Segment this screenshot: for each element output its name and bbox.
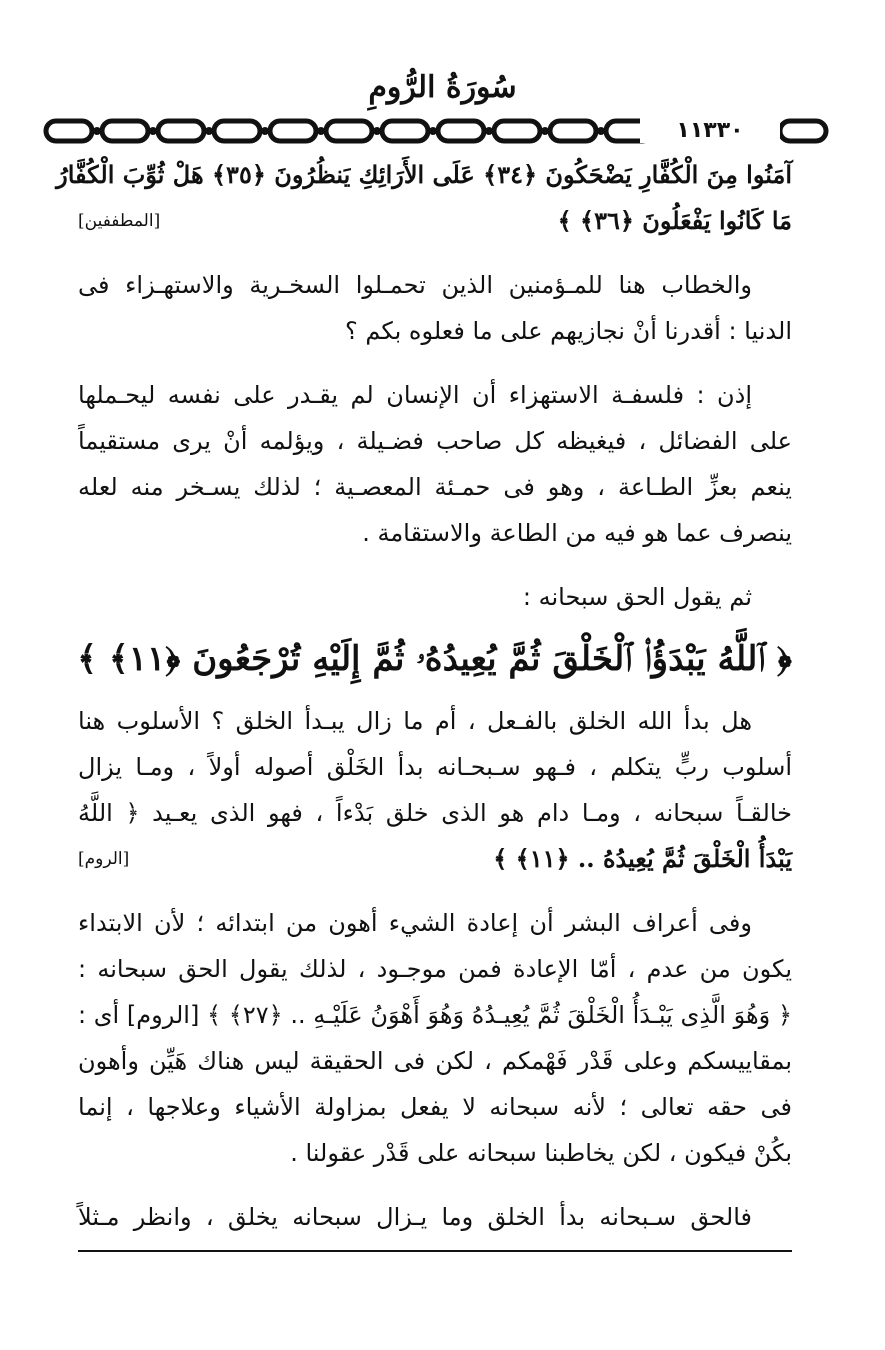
text-line: والخطاب هنا للمـؤمنين الذين تحمـلوا السخـرية والاستهـزاء فى: [78, 271, 752, 299]
text-line: فى حقه تعالى ؛ لأنه سبحانه لا يفعل بمزاولة الأشياء وعلاجها ، إنما: [78, 1093, 792, 1121]
text-line: آمَنُوا مِنَ الْكُفَّارِ يَضْحَكُونَ ﴿٣٤﴾ عَلَى الأَرَائِكِ يَنظُرُونَ ﴿٣٥﴾ هَلْ ثُوِّبَ الْكُفَّارُ: [56, 160, 792, 189]
quranic-verse: ﴿ ٱللَّهُ يَبْدَؤُا۟ ٱلْخَلْقَ ثُمَّ يُعِيدُهُۥ ثُمَّ إِلَيْهِ تُرْجَعُونَ ﴿١١﴾ ﴾: [77, 639, 792, 679]
text-line: هل بدأ الله الخلق بالفـعل ، أم ما زال يبـدأ الخلق ؟ الأسلوب هنا: [78, 707, 752, 735]
text-line: بكُنْ فيكون ، لكن يخاطبنا سبحانه على قَدْر عقولنا .: [290, 1139, 792, 1167]
text-line: الدنيا : أقدرنا أنْ نجازيهم على ما فعلوه بكم ؟: [344, 317, 792, 345]
text-line: أسلوب ربٍّ يتكلم ، فـهو سـبحـانه بدأ الخَلْق أصوله أولاً ، ومـا يزال: [78, 753, 792, 781]
page-number: ١١٣٣٠: [640, 118, 780, 143]
page-body: [56, 152, 793, 1240]
surah-title: سُورَةُ الرُّومِ: [368, 70, 517, 105]
text-line: يكون من عدم ، أمّا الإعادة فمن موجـود ، لذلك يقول الحق سبحانه :: [78, 955, 792, 983]
surah-reference: [الروم]: [78, 849, 130, 869]
paragraph: [78, 1194, 792, 1240]
text-line: بمقاييسكم وعلى قَدْر فَهْمكم ، لكن فى الحقيقة ليس هناك هَيِّن وأهون: [78, 1047, 792, 1075]
paragraph: [78, 900, 792, 1176]
paragraph-verse-quote: [56, 152, 792, 244]
text-line: إذن : فلسفـة الاستهزاء أن الإنسان لم يقـدر على نفسه ليحـملها: [78, 381, 752, 409]
text-line: على الفضائل ، فيغيظه كل صاحب فضـيلة ، ويؤلمه أنْ يرى مستقيماً: [78, 427, 792, 455]
paragraph: [78, 574, 792, 620]
paragraph: [78, 698, 792, 882]
text-line: ثم يقول الحق سبحانه :: [522, 583, 752, 611]
text-line: ينعم بعزِّ الطـاعة ، وهو فى حمـئة المعصـية ؛ لذلك يسـخر منه لعله: [78, 473, 792, 501]
paragraph: [78, 262, 792, 354]
paragraph: [78, 372, 792, 556]
text-line: فالحق سـبحانه بدأ الخلق وما يـزال سبحانه يخلق ، وانظر مـثلاً: [78, 1203, 752, 1231]
verse-text: مَا كَانُوا يَفْعَلُونَ ﴿٣٦﴾ ﴾: [557, 206, 792, 235]
text-line: [78, 198, 792, 244]
text-line: ﴿ وَهُوَ الَّذِى يَبْـدَأُ الْخَلْقَ ثُمَّ يُعِيـدُهُ وَهُوَ أَهْوَنُ عَلَيْـهِ .. ﴿٢٧﴾ ﴾ [الروم] أى :: [78, 1001, 793, 1029]
text-line: [78, 836, 792, 882]
surah-reference: [المطففين]: [78, 211, 161, 231]
text-line: وفى أعراف البشر أن إعادة الشيء أهون من ابتدائه ؛ لأن الابتداء: [78, 909, 752, 937]
text-line: ينصرف عما هو فيه من الطاعة والاستقامة .: [362, 519, 792, 547]
text-line: خالقـاً سبحانه ، ومـا دام هو الذى خلق بَدْءاً ، فهو الذى يعـيد ﴿ اللَّهُ: [78, 799, 792, 827]
footer-rule: [78, 1250, 792, 1252]
verse-text: يَبْدَأُ الْخَلْقَ ثُمَّ يُعِيدُهُ .. ﴿١١﴾ ﴾: [493, 844, 792, 873]
